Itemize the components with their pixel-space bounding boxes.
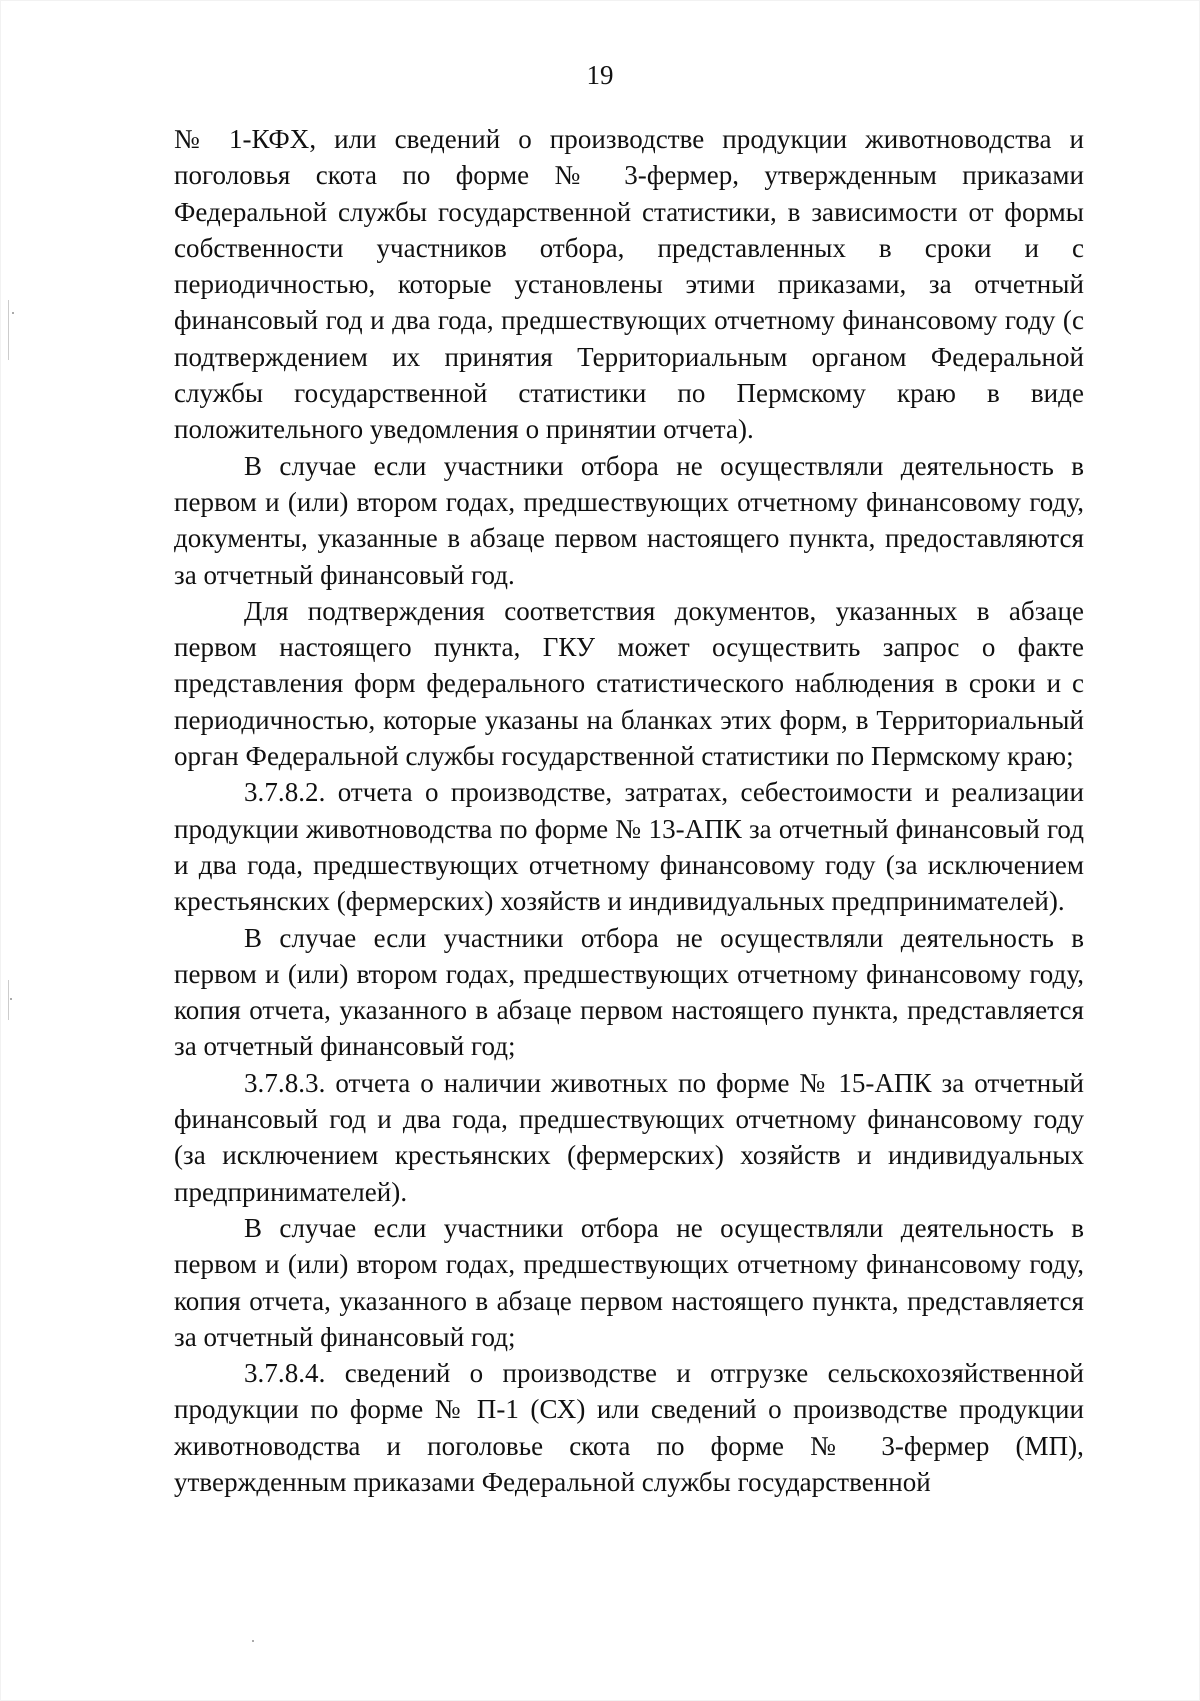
paragraph-item-3-7-8-4: 3.7.8.4. сведений о производстве и отгрузке сельскохозяйственной продукции по форме № П-1 (СХ) или сведений о производстве продукции животноводства и поголовье скота по форме № 3-фермер (МП), утвержденным приказами Федеральной службы государственной: [174, 1358, 1084, 1497]
document-body: [174, 121, 1084, 1500]
paragraph-no-activity-note-2: В случае если участники отбора не осуществляли деятельность в первом и (или) втором годах, предшествующих отчетному финансовому году, копия отчета, указанного в абзаце первом настоящего пункта, представляется за отчетный финансовый год;: [174, 922, 1084, 1062]
paragraph-no-activity-note: В случае если участники отбора не осуществляли деятельность в первом и (или) втором годах, предшествующих отчетному финансовому году, документы, указанные в абзаце первом настоящего пункта, предоставляются за отчетный финансовый год.: [174, 450, 1084, 590]
paragraph-confirmation-request: Для подтверждения соответствия документов, указанных в абзаце первом настоящего пункта, ГКУ может осуществить запрос о факте представления форм федерального статистического наблюдения в сроки и с периодичностью, которые указаны на бланках этих форм, в Территориальный орган Федеральной службы государственной статистики по Пермскому краю;: [174, 595, 1084, 772]
scan-speck: [252, 1640, 254, 1642]
paragraph-no-activity-note-3: В случае если участники отбора не осуществляли деятельность в первом и (или) втором годах, предшествующих отчетному финансовому году, копия отчета, указанного в абзаце первом настоящего пункта, представляется за отчетный финансовый год;: [174, 1212, 1084, 1352]
paragraph-item-3-7-8-2: 3.7.8.2. отчета о производстве, затратах, себестоимости и реализации продукции животноводства по форме № 13-АПК за отчетный финансовый год и два года, предшествующих отчетному финансовому году (за исключением крестьянских (фермерских) хозяйств и индивидуальных предпринимателей).: [174, 777, 1084, 917]
scan-speck: [12, 312, 14, 314]
scan-edge-mark: [8, 980, 9, 1020]
page-number: 19: [586, 60, 614, 90]
paragraph-continuation: № 1-КФХ, или сведений о производстве продукции животноводства и поголовья скота по форме № 3-фермер, утвержденным приказами Федеральной службы государственной статистики, в зависимости от формы собственности участников отбора, представленных в сроки и с периодичностью, которые установлены этими приказами, за отчетный финансовый год и два года, предшествующих отчетному финансовому году (с подтверждением их принятия Территориальным органом Федеральной службы государственной статистики по Пермскому краю в виде положительного уведомления о принятии отчета).: [174, 124, 1084, 445]
scan-speck: [10, 998, 12, 1000]
scan-edge-mark: [8, 300, 9, 360]
paragraph-item-3-7-8-3: 3.7.8.3. отчета о наличии животных по форме № 15-АПК за отчетный финансовый год и два года, предшествующих отчетному финансовому году (за исключением крестьянских (фермерских) хозяйств и индивидуальных предпринимателей).: [174, 1067, 1084, 1207]
